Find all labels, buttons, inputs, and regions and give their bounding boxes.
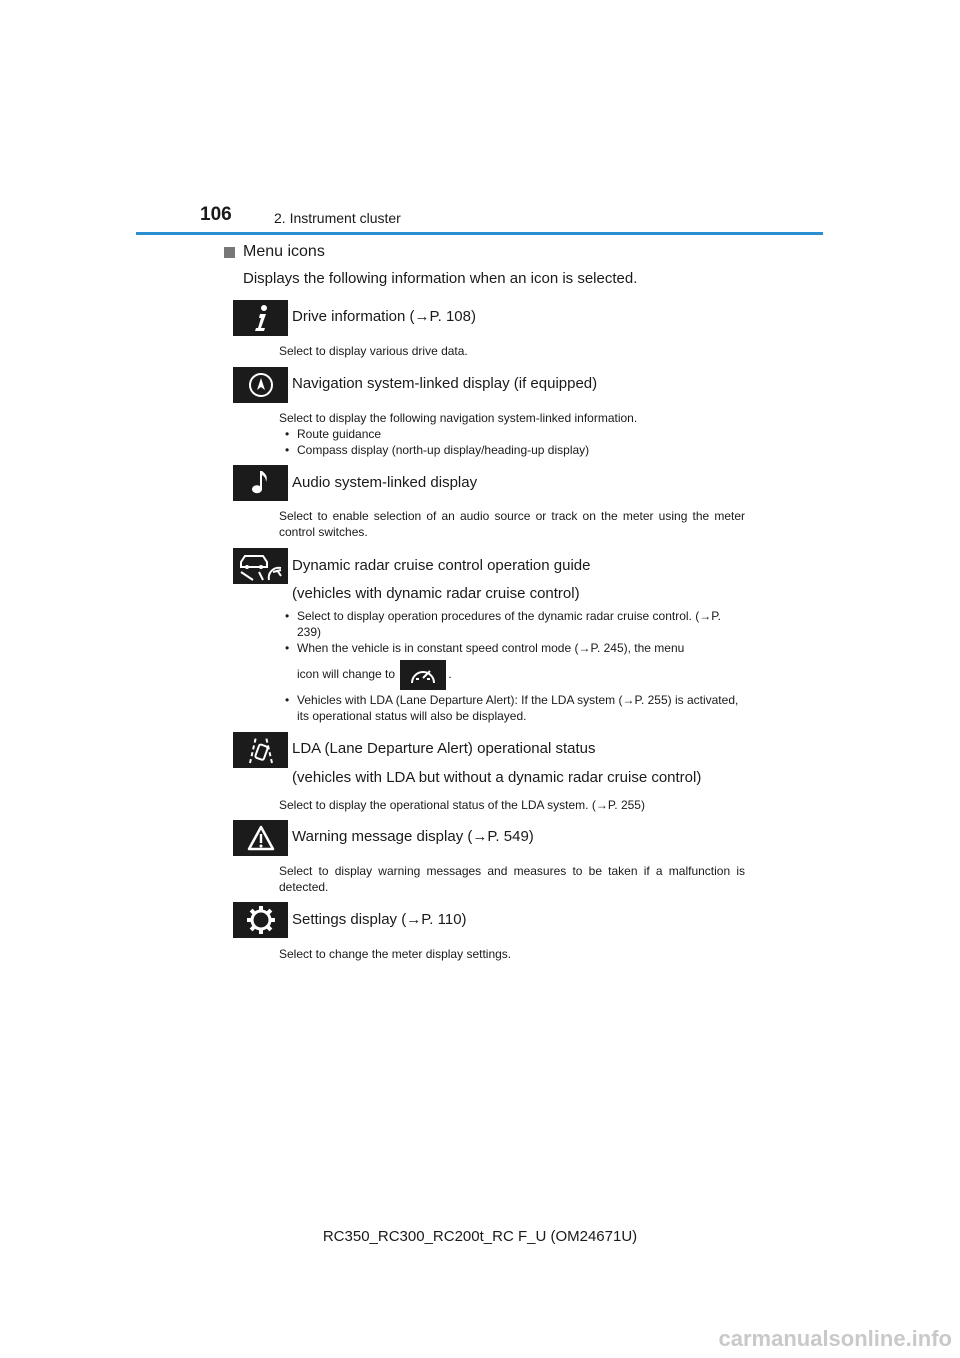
- bullet-item: • When the vehicle is in constant speed control mode (→P. 245), the menu: [285, 641, 685, 655]
- intro-text: Displays the following information when an icon is selected.: [243, 270, 638, 287]
- constant-speed-cruise-icon: [400, 660, 446, 690]
- item-title: Drive information (→P. 108): [292, 308, 476, 325]
- info-icon: [233, 300, 288, 336]
- bullet-item: • Select to display operation procedures of the dynamic radar cruise control. (→P. 239): [285, 609, 721, 639]
- warning-icon: [233, 820, 288, 856]
- gear-icon: [233, 902, 288, 938]
- navigation-icon: [233, 367, 288, 403]
- item-title: Navigation system-linked display (if equipped): [292, 375, 598, 392]
- item-title: Audio system-linked display: [292, 474, 478, 491]
- item-desc: Select to display various drive data.: [279, 344, 468, 358]
- footer-model-code: RC350_RC300_RC200t_RC F_U (OM24671U): [322, 1228, 638, 1245]
- item-subtitle: (vehicles with dynamic radar cruise control): [292, 585, 580, 602]
- bullet-item: • Compass display (north-up display/heading-up display): [285, 443, 590, 457]
- heading: Menu icons: [243, 243, 325, 260]
- radar-cruise-icon: [233, 548, 288, 584]
- item-desc: Select to display the operational status of the LDA system. (→P. 255): [279, 798, 645, 812]
- page-number: 106: [200, 204, 232, 225]
- lda-icon: [233, 732, 288, 768]
- item-title: Warning message display (→P. 549): [292, 828, 534, 845]
- item-subtitle: (vehicles with LDA but without a dynamic radar cruise control): [292, 769, 702, 786]
- bullet-item: icon will change to .: [285, 660, 745, 690]
- item-desc: Select to display the following navigation system-linked information.: [279, 411, 638, 425]
- bullet-item: • Vehicles with LDA (Lane Departure Alert): If the LDA system (→P. 255) is activated, its operational status will also be displayed.: [285, 693, 739, 723]
- item-title: Settings display (→P. 110): [292, 911, 467, 928]
- watermark: carmanualsonline.info: [718, 1326, 952, 1351]
- item-desc: Select to change the meter display settings.: [279, 947, 512, 961]
- item-desc: Select to enable selection of an audio source or track on the meter using the meter control switches.: [279, 509, 745, 539]
- item-desc: Select to display warning messages and measures to be taken if a malfunction is detected.: [279, 864, 745, 894]
- heading-square-icon: [224, 247, 235, 258]
- header-rule: [136, 232, 823, 235]
- item-title: LDA (Lane Departure Alert) operational status: [292, 740, 596, 757]
- bullet-item: • Route guidance: [285, 427, 382, 441]
- section-title: 2. Instrument cluster: [274, 210, 401, 226]
- item-title: Dynamic radar cruise control operation guide: [292, 557, 591, 574]
- music-note-icon: [233, 465, 288, 501]
